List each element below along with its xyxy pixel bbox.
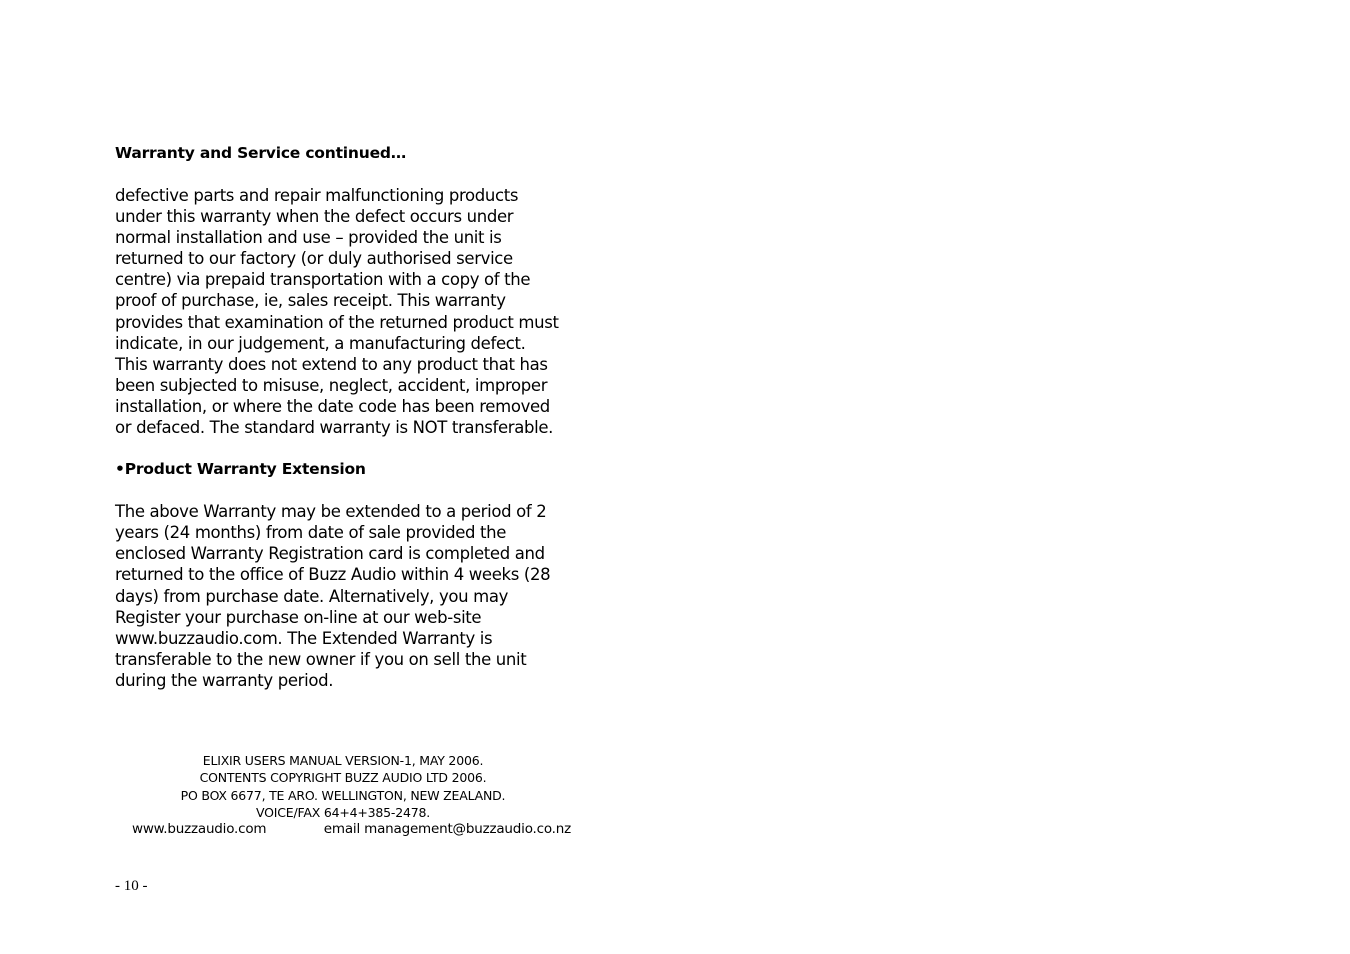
page-number: - 10 - <box>115 878 148 894</box>
paragraph-line: returned to our factory (or duly authorised service <box>115 249 513 269</box>
main-column <box>115 143 575 691</box>
paragraph-line: defective parts and repair malfunctioning products <box>115 186 519 205</box>
paragraph-line: under this warranty when the defect occurs under <box>115 207 514 227</box>
paragraph-line: been subjected to misuse, neglect, accident, improper <box>115 375 548 395</box>
paragraph-line: installation, or where the date code has been removed <box>115 396 550 416</box>
paragraph-line: transferable to the new owner if you on sell the unit <box>115 649 527 669</box>
paragraph-line: www.buzzaudio.com. The Extended Warranty is <box>115 628 493 648</box>
footer-contact-line <box>115 821 571 838</box>
footer-phone-line: VOICE/FAX 64+4+385-2478. <box>256 804 430 820</box>
section-heading-warranty-continued: Warranty and Service continued… <box>115 144 407 162</box>
paragraph-line: normal installation and use – provided the unit is <box>115 228 502 248</box>
warranty-paragraph <box>115 185 575 438</box>
paragraph-line: enclosed Warranty Registration card is completed and <box>115 544 545 564</box>
paragraph-line: or defaced. The standard warranty is NOT transferable. <box>115 418 554 438</box>
paragraph-line: centre) via prepaid transportation with a copy of the <box>115 270 531 290</box>
manual-footer <box>115 752 571 838</box>
paragraph-line: Register your purchase on-line at our web-site <box>115 607 482 627</box>
paragraph-line: returned to the office of Buzz Audio within 4 weeks (28 <box>115 565 551 585</box>
paragraph-line: during the warranty period. <box>115 670 334 690</box>
footer-version-line: ELIXIR USERS MANUAL VERSION-1, MAY 2006. <box>202 753 484 768</box>
paragraph-line: This warranty does not extend to any product that has <box>115 354 548 374</box>
footer-address-line: PO BOX 6677, TE ARO. WELLINGTON, NEW ZEALAND. <box>180 787 506 803</box>
footer-website: www.buzzaudio.com <box>132 821 267 838</box>
paragraph-line: days) from purchase date. Alternatively, you may <box>115 586 509 606</box>
footer-email: email management@buzzaudio.co.nz <box>323 821 571 838</box>
warranty-extension-paragraph <box>115 501 575 691</box>
paragraph-line: provides that examination of the returned product must <box>115 312 559 332</box>
section-heading-warranty-extension: •Product Warranty Extension <box>115 460 366 479</box>
paragraph-line: years (24 months) from date of sale provided the <box>115 523 507 543</box>
paragraph-line: proof of purchase, ie, sales receipt. This warranty <box>115 291 506 311</box>
paragraph-line: The above Warranty may be extended to a period of 2 <box>115 502 547 522</box>
footer-copyright-line: CONTENTS COPYRIGHT BUZZ AUDIO LTD 2006. <box>199 770 487 786</box>
paragraph-line: indicate, in our judgement, a manufacturing defect. <box>115 333 526 353</box>
